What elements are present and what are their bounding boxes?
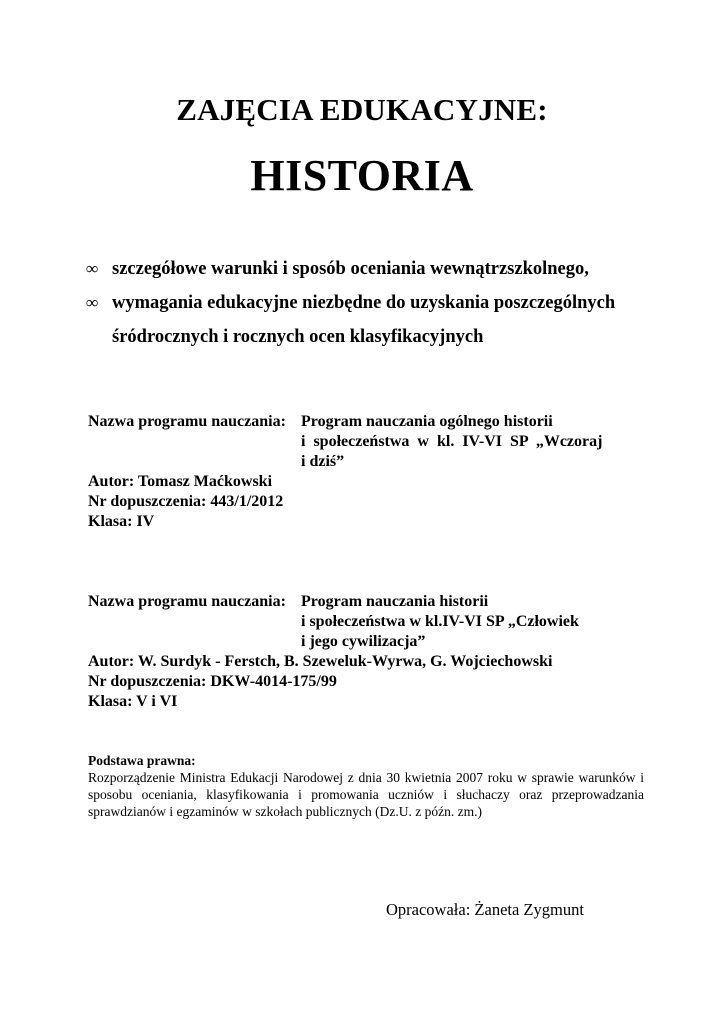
program-approval-number: Nr dopuszczenia: 443/1/2012 — [88, 493, 284, 510]
bullet-item — [86, 252, 646, 286]
bullet-text: wymagania edukacyjne niezbędne do uzyskania poszczególnych — [112, 293, 616, 313]
infinity-bullet-icon: ∞ — [86, 259, 99, 278]
infinity-bullet-icon: ∞ — [86, 293, 99, 312]
program-label: Nazwa programu nauczania: — [88, 593, 286, 610]
program-name-line: i społeczeństwa w kl.IV-VI SP „Człowiek — [301, 613, 579, 630]
program-author: Autor: W. Surdyk - Ferstch, B. Szeweluk-Wyrwa, G. Wojciechowski — [88, 653, 553, 670]
program-name-line: i społeczeństwa w kl. IV-VI SP „Wczoraj — [301, 433, 603, 450]
legal-basis — [88, 752, 644, 820]
program-name-line: Program nauczania ogólnego historii — [301, 413, 553, 430]
prepared-by: Opracowała: Żaneta Zygmunt — [386, 900, 584, 919]
subject-title: HISTORIA — [250, 151, 474, 200]
document-title: ZAJĘCIA EDUKACYJNE: — [176, 92, 548, 127]
program-block-1 — [88, 412, 644, 532]
program-label: Nazwa programu nauczania: — [88, 413, 286, 430]
bullet-item — [86, 286, 646, 320]
program-block-2 — [88, 592, 644, 712]
bullet-list — [86, 252, 646, 354]
program-name-line: i jego cywilizacja” — [301, 633, 426, 650]
program-name-line: i dziś” — [301, 453, 345, 470]
legal-text: Rozporządzenie Ministra Edukacji Narodowej z dnia 30 kwietnia 2007 roku w sprawie warunków i sposobu oceniania, klasyfikowania i promowania uczniów i słuchaczy oraz przeprowadzania sprawdzianów i egzaminów w szkołach publicznych (Dz.U. z późn. zm.) — [88, 770, 644, 819]
program-name-line: Program nauczania historii — [301, 593, 489, 610]
program-grade: Klasa: V i VI — [88, 693, 178, 710]
legal-heading: Podstawa prawna: — [88, 753, 196, 768]
program-author: Autor: Tomasz Maćkowski — [88, 473, 273, 490]
bullet-text: szczegółowe warunki i sposób oceniania wewnątrzszkolnego, — [112, 259, 589, 279]
program-grade: Klasa: IV — [88, 513, 155, 530]
bullet-continuation: śródrocznych i rocznych ocen klasyfikacyjnych — [112, 327, 484, 347]
program-approval-number: Nr dopuszczenia: DKW-4014-175/99 — [88, 673, 337, 690]
